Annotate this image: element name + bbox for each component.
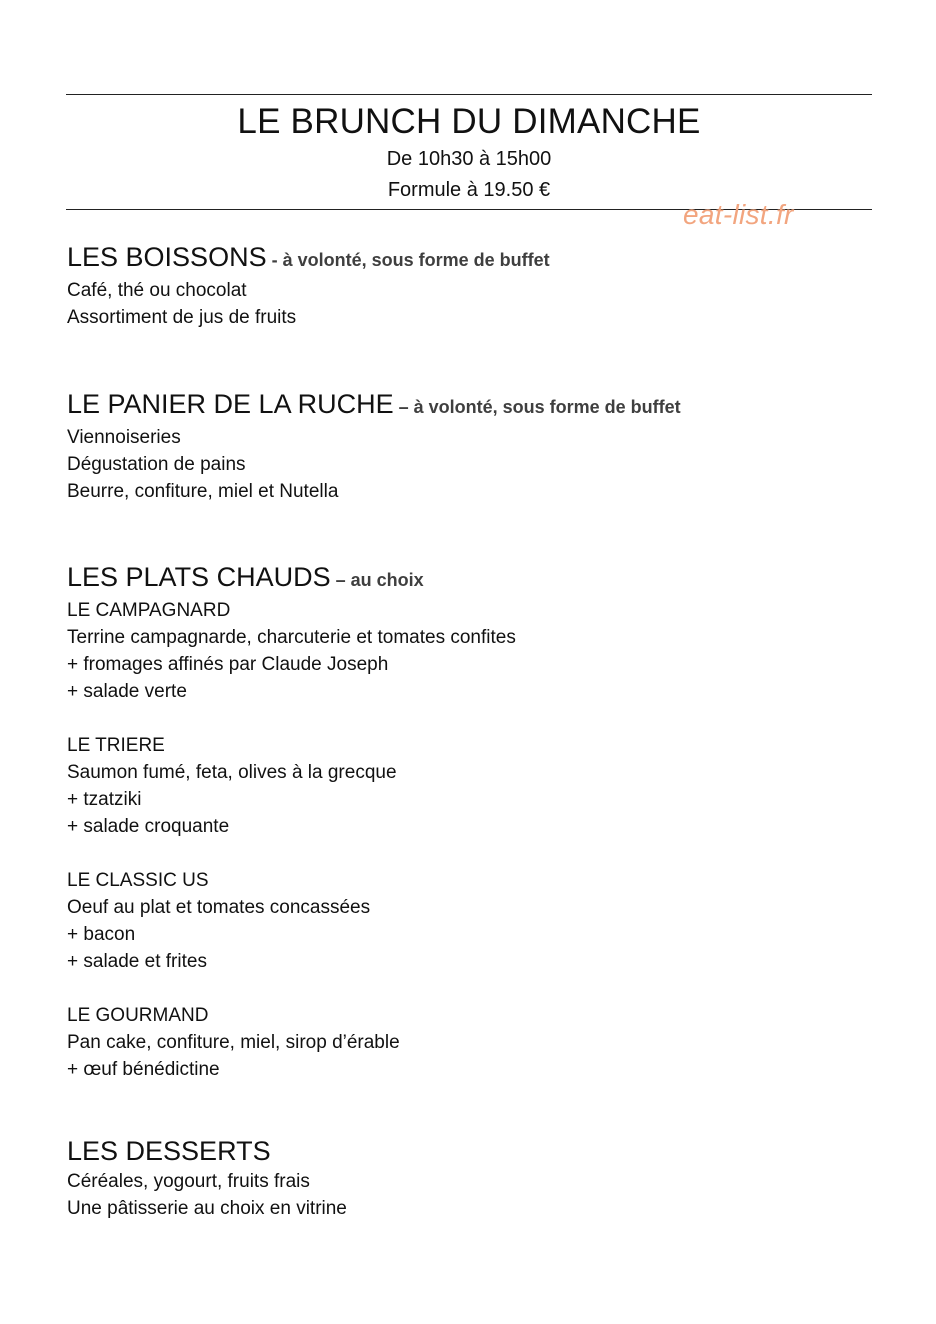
menu-item: Céréales, yogourt, fruits frais <box>67 1171 310 1192</box>
dish-line: + salade verte <box>67 681 187 702</box>
serving-hours: De 10h30 à 15h00 <box>386 148 552 170</box>
menu-item: Une pâtisserie au choix en vitrine <box>67 1198 347 1219</box>
header-top-rule <box>66 94 872 95</box>
dish-gourmand <box>67 1002 867 1083</box>
section-title: LE PANIER DE LA RUCHE <box>67 389 394 419</box>
section-note: – à volonté, sous forme de buffet <box>393 397 681 417</box>
menu-item: Dégustation de pains <box>67 454 246 475</box>
dish-line: Oeuf au plat et tomates concassées <box>67 897 371 918</box>
menu-item: Café, thé ou chocolat <box>67 280 247 301</box>
dish-line: Terrine campagnarde, charcuterie et tomates confites <box>67 627 516 648</box>
section-heading <box>67 560 867 597</box>
dish-line: + bacon <box>67 924 136 945</box>
section-note: - à volonté, sous forme de buffet <box>266 250 550 270</box>
section-desserts <box>67 1134 867 1222</box>
menu-item: Beurre, confiture, miel et Nutella <box>67 481 339 502</box>
dish-line: + salade et frites <box>67 951 207 972</box>
dish-triere <box>67 732 867 840</box>
section-panier <box>67 387 867 505</box>
section-plats-chauds <box>67 560 867 1083</box>
dish-line: Pan cake, confiture, miel, sirop d’érable <box>67 1032 400 1053</box>
section-title: LES DESSERTS <box>67 1136 271 1166</box>
page-title: LE BRUNCH DU DIMANCHE <box>237 102 701 141</box>
dish-name: LE CAMPAGNARD <box>67 600 231 621</box>
menu-item: Viennoiseries <box>67 427 181 448</box>
dish-name: LE TRIERE <box>67 735 165 756</box>
dish-line: + fromages affinés par Claude Joseph <box>67 654 389 675</box>
dish-name: LE GOURMAND <box>67 1005 209 1026</box>
section-boissons <box>67 240 867 331</box>
section-title: LES PLATS CHAUDS <box>67 562 331 592</box>
section-heading <box>67 387 867 424</box>
section-note: – au choix <box>330 570 424 590</box>
dish-classic-us <box>67 867 867 975</box>
dish-line: Saumon fumé, feta, olives à la grecque <box>67 762 397 783</box>
formula-price: Formule à 19.50 € <box>387 179 551 201</box>
dish-line: + œuf bénédictine <box>67 1059 220 1080</box>
section-heading <box>67 240 867 277</box>
dish-line: + tzatziki <box>67 789 142 810</box>
dish-campagnard <box>67 597 867 705</box>
section-title: LES BOISSONS <box>67 242 267 272</box>
menu-item: Assortiment de jus de fruits <box>67 307 297 328</box>
dish-name: LE CLASSIC US <box>67 870 209 891</box>
dish-line: + salade croquante <box>67 816 230 837</box>
watermark: eat-list.fr <box>683 199 794 230</box>
section-heading <box>67 1134 867 1168</box>
menu-header <box>66 100 872 206</box>
